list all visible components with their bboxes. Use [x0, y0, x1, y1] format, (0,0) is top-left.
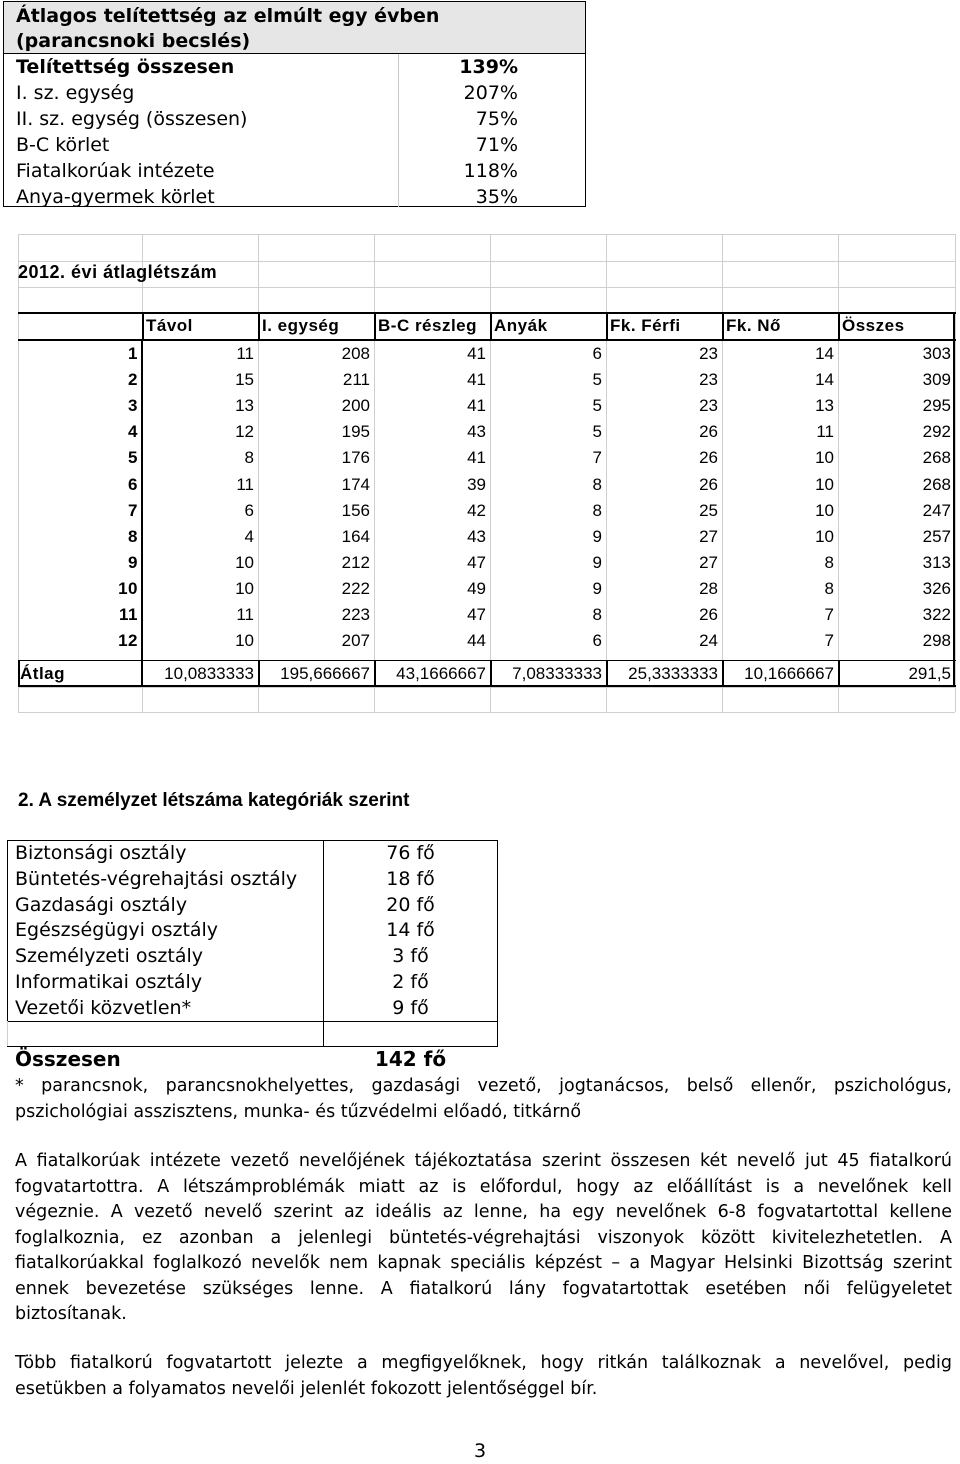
- headcount-column-header: Távol: [146, 316, 193, 335]
- headcount-cell: 292: [922, 422, 951, 442]
- saturation-value: 118%: [463, 160, 518, 182]
- headcount-cell: 10,0833333: [164, 664, 254, 683]
- grid-line: [497, 840, 498, 1047]
- headcount-cell: 11: [119, 605, 138, 624]
- headcount-cell: 26: [699, 422, 718, 442]
- headcount-cell: 13: [235, 396, 254, 416]
- paragraph-2: [15, 1351, 952, 1402]
- headcount-cell: 326: [922, 578, 951, 598]
- headcount-column-header: Anyák: [494, 316, 548, 335]
- saturation-label: II. sz. egység (összesen): [16, 108, 248, 130]
- headcount-cell: 11: [236, 344, 254, 363]
- headcount-cell: 7,08333333: [512, 664, 602, 683]
- saturation-label: Anya-gyermek körlet: [16, 186, 215, 208]
- headcount-cell: 9: [592, 552, 602, 572]
- headcount-cell: 5: [592, 422, 602, 442]
- headcount-cell: 26: [699, 474, 718, 494]
- headcount-cell: 47: [467, 605, 486, 624]
- headcount-cell: 26: [699, 605, 718, 624]
- paragraph-line: ennek bevezetése szükséges lenne. A fiatalkorú lány fogvatartottak esetében női felügyeletet: [15, 1278, 952, 1299]
- headcount-cell: 195,666667: [280, 664, 370, 683]
- staff-total-label: Összesen: [15, 1047, 121, 1071]
- staff-category: Büntetés-végrehajtási osztály: [15, 867, 298, 890]
- headcount-cell: 39: [467, 474, 486, 494]
- headcount-cell: 25: [699, 500, 718, 520]
- headcount-cell: 1: [128, 344, 138, 363]
- headcount-cell: 6: [592, 631, 602, 651]
- headcount-cell: 11: [816, 422, 834, 442]
- saturation-title-line-2: (parancsnoki becslés): [16, 30, 251, 52]
- headcount-cell: 309: [922, 370, 951, 390]
- headcount-cell: 27: [699, 526, 718, 546]
- headcount-title: 2012. évi átlaglétszám: [18, 262, 218, 282]
- grid-line: [7, 840, 8, 1021]
- headcount-cell: 10: [235, 578, 254, 598]
- paragraph-line: fogvatartottra. A létszámproblémák miatt az is előfordul, hogy az előállítást is a nevelőnek kell: [15, 1176, 952, 1197]
- staff-category: Biztonsági osztály: [15, 842, 187, 864]
- headcount-cell: 8: [824, 552, 834, 572]
- headcount-cell: 44: [467, 631, 486, 651]
- paragraph-line: biztosítanak.: [15, 1304, 127, 1324]
- saturation-value: 71%: [475, 134, 518, 156]
- headcount-cell: 8: [592, 474, 602, 494]
- staff-count: 18 fő: [386, 867, 435, 890]
- headcount-cell: 7: [824, 605, 834, 624]
- saturation-row: [4, 54, 585, 80]
- headcount-cell: 6: [244, 500, 254, 520]
- headcount-cell: 13: [815, 396, 834, 416]
- staff-count: 3 fő: [392, 945, 429, 968]
- headcount-cell: 303: [922, 344, 951, 363]
- headcount-cell: 43,1666667: [396, 664, 486, 683]
- headcount-cell: 164: [341, 526, 370, 546]
- headcount-cell: 8: [592, 500, 602, 520]
- paragraph-line: fiatalkorúakkal foglalkozó nevelők nem kapnak speciális képzést – a Magyar Helsinki Bizottság szerint: [15, 1253, 952, 1273]
- headcount-cell: 4: [128, 422, 138, 442]
- headcount-cell: 41: [467, 344, 486, 363]
- footnote: [15, 1074, 952, 1125]
- headcount-cell: 10: [815, 526, 834, 546]
- headcount-cell: 208: [341, 344, 370, 363]
- headcount-cell: 10: [815, 500, 834, 520]
- saturation-table-header: [4, 2, 585, 54]
- headcount-cell: 295: [922, 396, 951, 416]
- headcount-cell: 247: [922, 500, 951, 520]
- saturation-value: 207%: [463, 82, 518, 104]
- headcount-column-header: Összes: [842, 316, 905, 335]
- headcount-cell: 41: [467, 370, 486, 390]
- headcount-cell: 9: [592, 578, 602, 598]
- staff-count: 14 fő: [386, 919, 435, 942]
- headcount-cell: 10: [235, 552, 254, 572]
- headcount-cell: 207: [341, 631, 370, 651]
- page-number: 3: [473, 1440, 487, 1462]
- headcount-cell: 41: [467, 396, 486, 416]
- saturation-label: Telítettség összesen: [16, 56, 235, 78]
- staff-count: 20 fő: [386, 893, 435, 916]
- headcount-cell: 27: [699, 552, 718, 572]
- headcount-cell: 10,1666667: [744, 664, 834, 683]
- headcount-cell: 195: [341, 422, 370, 442]
- headcount-cell: 43: [467, 422, 486, 442]
- headcount-cell: 7: [128, 500, 138, 520]
- headcount-cell: 10: [815, 474, 834, 494]
- headcount-cell: 268: [922, 448, 951, 468]
- headcount-cell: 11: [236, 474, 254, 494]
- headcount-cell: 5: [128, 448, 138, 468]
- saturation-value: 75%: [475, 108, 518, 130]
- headcount-cell: 8: [824, 578, 834, 598]
- paragraph-line: esetükben a folyamatos nevelői jelenlét fokozott jelentőséggel bír.: [15, 1378, 598, 1399]
- headcount-cell: 47: [467, 552, 486, 572]
- paragraph-1: [15, 1149, 952, 1328]
- staff-section-title: 2. A személyzet létszáma kategóriák szerint: [18, 790, 410, 811]
- headcount-cell: 9: [592, 526, 602, 546]
- headcount-cell: 211: [342, 370, 370, 390]
- headcount-column-header: B-C részleg: [378, 316, 478, 335]
- headcount-cell: 14: [815, 344, 834, 363]
- grid-line: [7, 1021, 498, 1022]
- headcount-cell: 6: [592, 344, 602, 363]
- headcount-column-header: I. egység: [262, 316, 340, 335]
- headcount-cell: 41: [467, 448, 486, 468]
- headcount-cell: 42: [467, 500, 486, 520]
- headcount-cell: 156: [341, 500, 370, 520]
- headcount-cell: 223: [341, 605, 370, 624]
- headcount-cell: 12: [235, 422, 254, 442]
- headcount-cell: 11: [236, 605, 254, 624]
- headcount-cell: 291,5: [908, 664, 951, 683]
- headcount-cell: 23: [699, 344, 718, 363]
- headcount-cell: 257: [922, 526, 951, 546]
- saturation-table: [3, 1, 586, 207]
- headcount-average-label: Átlag: [20, 664, 65, 683]
- staff-category: Személyzeti osztály: [15, 945, 203, 968]
- saturation-row: [4, 158, 585, 184]
- staff-category: Informatikai osztály: [15, 971, 203, 993]
- headcount-cell: 8: [128, 526, 138, 546]
- headcount-cell: 26: [699, 448, 718, 468]
- headcount-cell: 23: [699, 396, 718, 416]
- headcount-cell: 322: [922, 605, 951, 624]
- headcount-cell: 268: [922, 474, 951, 494]
- saturation-row: [4, 184, 585, 210]
- headcount-cell: 313: [922, 552, 951, 572]
- headcount-cell: 298: [922, 631, 951, 651]
- saturation-title-line-1: Átlagos telítettség az elmúlt egy évben: [16, 5, 440, 27]
- headcount-cell: 49: [467, 578, 486, 598]
- headcount-column-header: Fk. Nő: [726, 316, 781, 335]
- saturation-label: Fiatalkorúak intézete: [16, 160, 215, 182]
- footnote-line: * parancsnok, parancsnokhelyettes, gazdasági vezető, jogtanácsos, belső ellenőr, pszichológus,: [15, 1076, 952, 1096]
- headcount-cell: 25,3333333: [628, 664, 718, 683]
- headcount-cell: 14: [815, 370, 834, 390]
- headcount-cell: 8: [244, 448, 254, 468]
- saturation-label: B-C körlet: [16, 134, 110, 156]
- headcount-cell: 15: [235, 370, 254, 390]
- headcount-cell: 200: [341, 396, 370, 416]
- saturation-value: 35%: [475, 186, 518, 208]
- footnote-line: pszichológiai asszisztens, munka- és tűzvédelmi előadó, titkárnő: [15, 1101, 582, 1122]
- staff-total-value: 142 fő: [374, 1047, 447, 1071]
- headcount-cell: 4: [244, 526, 254, 546]
- headcount-cell: 5: [592, 370, 602, 390]
- staff-category: Egészségügyi osztály: [15, 919, 219, 942]
- headcount-cell: 174: [341, 474, 370, 494]
- headcount-cell: 12: [118, 631, 138, 651]
- staff-count: 2 fő: [392, 971, 429, 993]
- headcount-cell: 2: [128, 370, 138, 390]
- staff-category: Gazdasági osztály: [15, 893, 188, 916]
- saturation-value: 139%: [459, 56, 518, 78]
- headcount-cell: 7: [592, 448, 602, 468]
- headcount-cell: 28: [699, 578, 718, 598]
- headcount-cell: 5: [592, 396, 602, 416]
- grid-line: [7, 1021, 8, 1046]
- staff-count: 76 fő: [386, 842, 435, 864]
- headcount-column-header: Fk. Férfi: [610, 316, 681, 335]
- staff-count: 9 fő: [392, 996, 429, 1019]
- saturation-row: [4, 132, 585, 158]
- headcount-cell: 10: [815, 448, 834, 468]
- saturation-label: I. sz. egység: [16, 82, 135, 104]
- headcount-cell: 24: [699, 631, 718, 651]
- paragraph-line: A fiatalkorúak intézete vezető nevelőjének tájékoztatása szerint összesen két nevelő jut 45 fiatalkorú: [15, 1151, 952, 1171]
- headcount-cell: 176: [341, 448, 370, 468]
- paragraph-line: foglalkoznia, ez azonban a jelenlegi büntetés-végrehajtási viszonyok között kivitelezhetetlen. A: [15, 1227, 952, 1248]
- saturation-row: [4, 80, 585, 106]
- headcount-cell: 212: [341, 552, 370, 572]
- headcount-cell: 10: [118, 578, 138, 598]
- saturation-row: [4, 106, 585, 132]
- staff-category: Vezetői közvetlen*: [15, 996, 192, 1019]
- headcount-cell: 10: [235, 631, 254, 651]
- headcount-cell: 23: [699, 370, 718, 390]
- headcount-cell: 3: [128, 396, 138, 416]
- headcount-cell: 43: [467, 526, 486, 546]
- headcount-cell: 6: [128, 474, 138, 494]
- headcount-cell: 8: [592, 605, 602, 624]
- headcount-cell: 9: [128, 552, 138, 572]
- headcount-cell: 222: [341, 578, 370, 598]
- paragraph-line: végeznie. A vezető nevelő szerint az ideális az lenne, ha egy nevelőnek 6-8 fogvatartottal kellene: [15, 1202, 952, 1222]
- headcount-cell: 7: [824, 631, 834, 651]
- paragraph-line: Több fiatalkorú fogvatartott jelezte a megfigyelőknek, hogy ritkán találkoznak a nevelővel, pedig: [15, 1353, 952, 1373]
